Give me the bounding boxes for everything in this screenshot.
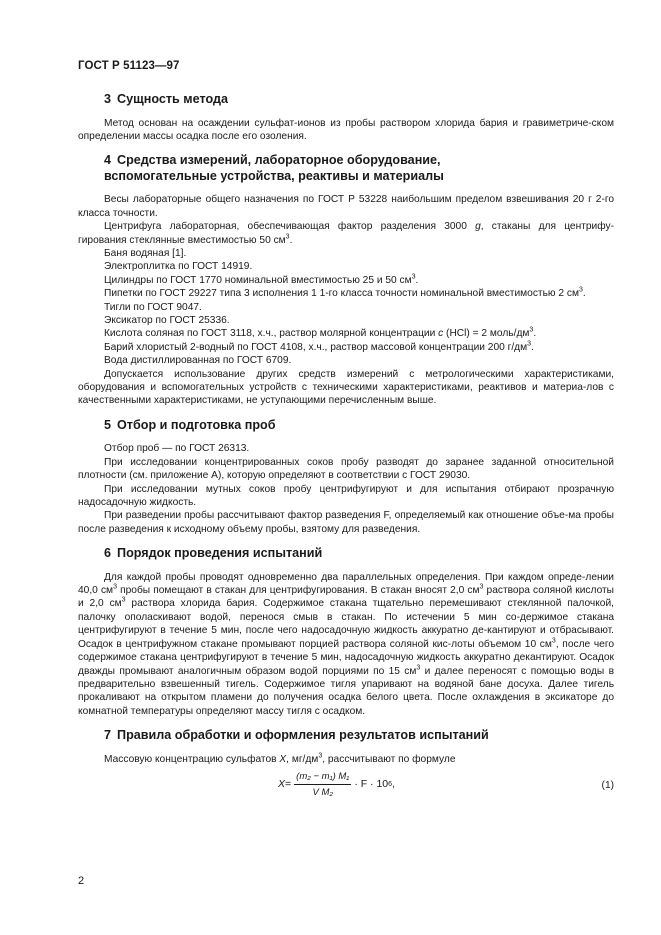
paragraph: Электроплитка по ГОСТ 14919. [104, 261, 253, 273]
paragraph: Цилиндры по ГОСТ 1770 номинальной вместимостью 25 и 50 $см^3$. [104, 273, 419, 286]
paragraph: Отбор проб — по ГОСТ 26313. [104, 443, 250, 455]
section-6 [78, 546, 614, 718]
formula-1 [78, 770, 614, 802]
section-7 [78, 728, 614, 802]
paragraph: Допускается использование других средств измерений с метрологическими характеристиками, оборудования и вспомогательных устройств с техническими характеристиками, реактивов и материа-лов с качественными характеристиками, не уступающими перечисленным выше. [78, 368, 614, 407]
section-heading: 4 Средства измерений, лабораторное оборудование, вспомогательные устройства, реактивы и материалы [104, 153, 444, 183]
section-heading: 7 Правила обработки и оформления результатов испытаний [104, 728, 489, 743]
section-heading: 6 Порядок проведения испытаний [104, 546, 323, 561]
paragraph: Баня водяная [1]. [104, 247, 187, 259]
section-5 [78, 418, 614, 536]
formula-fraction [294, 770, 351, 800]
paragraph: Кислота соляная по ГОСТ 3118, х.ч., раствор молярной концентрации c (HCl) = 2 моль/$дм^3$. [104, 326, 537, 340]
paragraph: Весы лабораторные общего назначения по ГОСТ Р 53228 наибольшим пределом взвешивания 20 г 2-го класса точности. [78, 194, 614, 219]
paragraph: Метод основан на осаждении сульфат-ионов из пробы раствором хлорида бария и гравиметриче-ском определении массы осадка после его озоления. [78, 117, 614, 142]
paragraph: Центрифуга лабораторная, обеспечивающая фактор разделения 3000 g, стаканы для центрифу-гирования стеклянные вместимостью 50 $см^3$. [78, 221, 614, 246]
document-body [78, 92, 614, 812]
paragraph: Тигли по ГОСТ 9047. [104, 301, 202, 313]
paragraph: Эксикатор по ГОСТ 25336. [104, 314, 230, 326]
paragraph: Для каждой пробы проводят одновременно два параллельных определения. При каждом опреде-лении 40,0 $см^3$ пробы помещают в стакан для центрифугирования. В стакан вносят 2,0 $см^3$ раствора соляной кислоты и 2,0 $см^3$ раствора хлорида бария. Содержимое стакана тщательно перемешивают стеклянной палочкой, палочку ополаскивают водой, перенося смыв в стакан. По истечении 5 мин со-держимое стакана центрифугируют в течение 5 мин, после чего надосадочную жидкость аккуратно де-кантируют и отбрасывают. Осадок в центрифужном стакане промывают порцией раствора соляной кис-лоты объемом 10 $см^3$, после чего содержимое стакана центрифугируют в течение 5 мин, надосадочную жидкость аккуратно декантируют. Осадок дважды промывают аналогичным образом водой порциями по 15 $см^3$ и далее переносят с помощью воды в предварительно взвешенный тигель. Содержимое тигля упаривают на водяной бане досуха. Далее тигель прокаливают на открытом пламени до получения осадка белого цвета. После охлаждения в эксикаторе до комнатной температуры определяют массу тигля с осадком. [78, 571, 615, 717]
paragraph: Вода дистиллированная по ГОСТ 6709. [104, 355, 292, 367]
equation-number: (1) [601, 780, 614, 792]
paragraph: Пипетки по ГОСТ 29227 типа 3 исполнения 1 1-го класса точности номинальной вместимостью 2 $см^3$. [104, 286, 586, 300]
page-number: 2 [78, 875, 85, 887]
document-header: ГОСТ Р 51123—97 [78, 60, 180, 72]
section-heading: 3 Сущность метода [104, 92, 228, 106]
paragraph: При исследовании мутных соков пробу центрифугируют и для испытания отбирают прозрачную надосадочную жидкость. [78, 483, 614, 508]
paragraph: При разведении пробы рассчитывают фактор разведения F, определяемый как отношение объе-ма пробы после разведения к исходному объему пробы, взятому для разведения. [78, 510, 614, 535]
formula-expression: X = $\frac{\text{(m₂ − m₁) M₁}}{\text{V M₂}}$ · F · 10 6 , [278, 771, 395, 799]
formula-numerator: (m₂ − m₁) M₁ [294, 770, 351, 785]
paragraph: Массовую концентрацию сульфатов X, $мг/дм^3$, рассчитывают по формуле [104, 752, 456, 765]
formula-denominator: V M₂ [312, 787, 333, 799]
paragraph: Барий хлористый 2-водный по ГОСТ 4108, х.ч., раствор массовой концентрации 200 $г/дм^3$. [104, 340, 534, 353]
section-4 [78, 153, 614, 408]
section-heading: 5 Отбор и подготовка проб [104, 417, 276, 432]
section-3 [78, 92, 614, 143]
paragraph: При исследовании концентрированных соков пробу разводят до заранее заданной относительной плотности (см. приложение А), которую определяют в соответствии с ГОСТ 29030. [78, 456, 614, 482]
